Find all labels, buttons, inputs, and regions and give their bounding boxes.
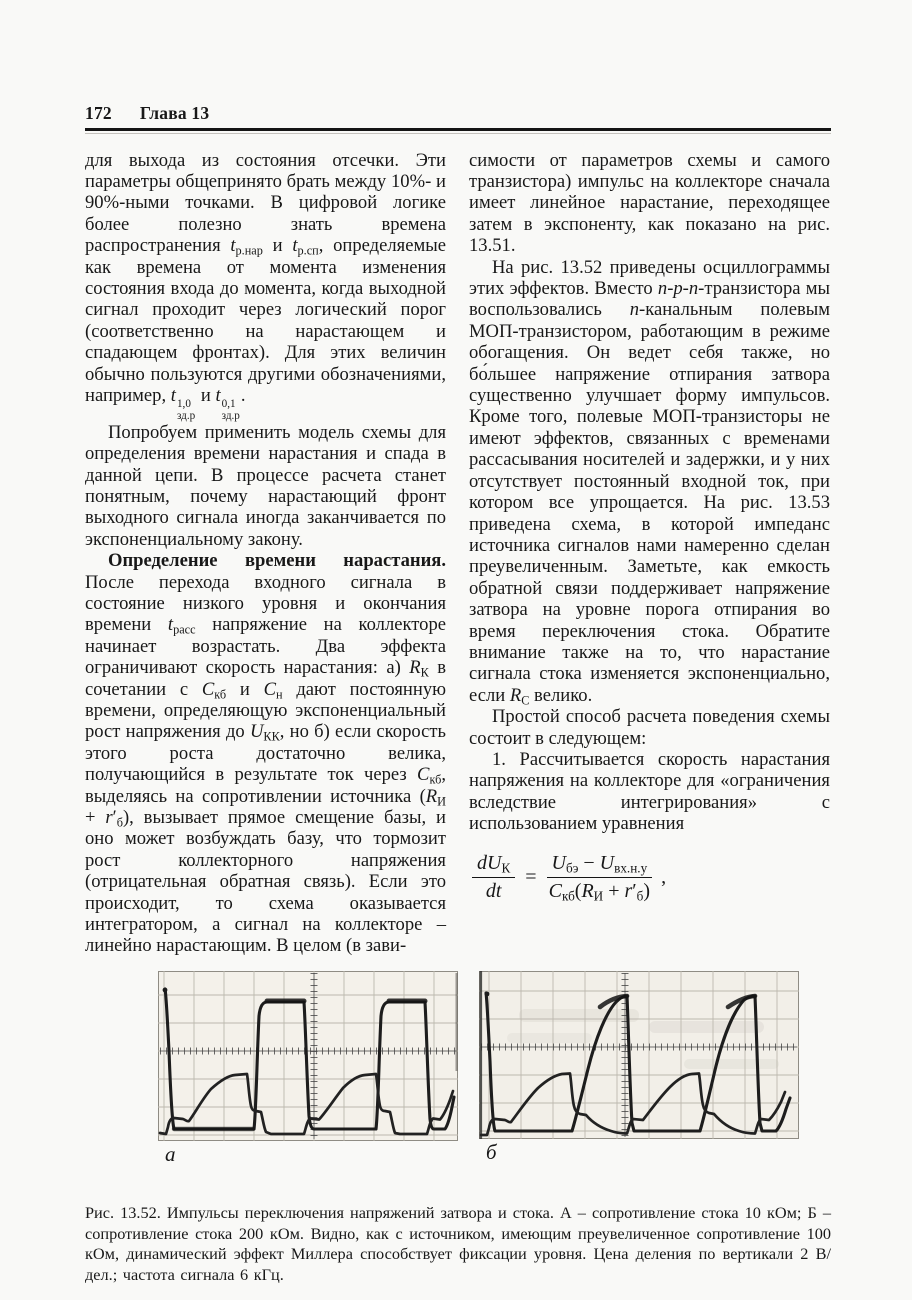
- equation: [472, 853, 830, 903]
- oscilloscope-photo-b: [479, 971, 799, 1139]
- paragraph: Простой способ расчета поведения схемы состоит в следующем:: [469, 706, 830, 749]
- page-header: [85, 103, 831, 128]
- figure-label-b: б: [486, 1139, 497, 1164]
- formula-comma: ,: [661, 866, 667, 888]
- paragraph: 1. Рассчитывается скорость нарастания напряжения на коллекторе для «ограничения вследствие интегрирования» с использованием уравнения: [469, 748, 830, 835]
- paragraph: симости от параметров схемы и самого транзистора) импульс на коллекторе сначала имеет линейное нарастание, переходящее затем в экспоненту, как показано на рис. 13.51.: [469, 149, 830, 257]
- figure-13-52: [85, 971, 831, 1187]
- oscillogram-a: [158, 971, 458, 1165]
- header-rule-echo: [85, 133, 831, 134]
- figure-caption: Рис. 13.52. Импульсы переключения напряжений затвора и стока. А – сопротивление стока 10 кОм; Б – сопротивление стока 200 кОм. Видно, как с источником, имеющим преувеличенное сопротивление 100 кОм, динамический эффект Миллера способствует фиксации уровня. Цена деления по вертикали 2 В/дел.; частота сигнала 6 кГц.: [85, 1202, 831, 1284]
- paragraph: На рис. 13.52 приведены осциллограммы этих эффектов. Вместо n-p-n-транзистора мы воспользовались n-канальным полевым МОП-транзистором, работающим в режиме обогащения. Он ведет себя также, но бо́льшее напряжение отпирания затвора существенно улучшает форму импульсов. Кроме того, полевые МОП-транзисторы не имеют эффектов, связанных с временами рассасывания носителей и задержки, и у них отсутствует постоянный входной ток, при котором все упрощается. На рис. 13.53 приведена схема, в которой импеданс источника сигналов нами намеренно сделан преувеличенным. Заметьте, как емкость обратной связи поддерживает напряжение затвора на уровне порога отпирания во время переключения стока. Обратите внимание также на то, что нарастание сигнала стока изменяется экспоненциально, если $R_С$ велико.: [469, 256, 830, 708]
- fraction-rhs: $\frac{U_{бэ} - U_{вх.н.у}}{C_{кб}(R_И + r'_б)}$: [547, 853, 653, 903]
- paragraph: Определение времени нарастания. После перехода входного сигнала в состояние низкого уровня и окончания времени $t_{расс}$ напряжение на коллекторе начинает возрастать. Два эффекта ограничивают скорость нарастания: а) $R_К$ в сочетании с $C_{кб}$ и $C_н$ дают постоянную времени, определяющую экспоненциальный рост напряжения до $U_{КК}$, но б) если скорость этого роста достаточно велика, получающийся в результате ток через $C_{кб}$, выделяясь на сопротивлении источника $(R_И + r'_б)$, вызывает прямое смещение базы, и оно может возбуждать базу, что тормозит рост коллекторного напряжения (отрицательная обратная связь). Если это происходит, то схема оказывается интегратором, а сигнал на коллекторе – линейно нарастающим. В целом (в зави-: [85, 550, 447, 957]
- paragraph: Попробуем применить модель схемы для определения времени нарастания и спада в данной цепи. В процессе расчета станет понятным, почему нарастающий фронт выходного сигнала иногда заканчивается по экспоненциальному закону.: [85, 421, 446, 550]
- oscilloscope-photo-a: [158, 971, 458, 1141]
- header-rule: [85, 128, 831, 131]
- fraction-lhs: $\frac{dU_К}{dt}$: [472, 853, 515, 903]
- right-column: [469, 150, 830, 957]
- left-column: [85, 150, 446, 957]
- equals-sign: =: [525, 865, 537, 888]
- chapter-title: Глава 13: [139, 103, 210, 123]
- paragraph: для выхода из состояния отсечки. Эти параметры общепринято брать между 10%- и 90%-ными точками. В цифровой логике более полезно знать времена распространения $t_{р.нар}$ и $t_{р.сп}$, определяемые как времена от момента изменения состояния входа до момента, когда выходной сигнал проходит через логический порог (соответственно на нарастающем и спадающем фронтах). Для этих величин обычно пользуются другими обозначениями, например, t 1,0 зд.р и t 0,1 зд.р .: [85, 149, 446, 422]
- book-page: [85, 103, 831, 1286]
- oscillogram-b: [479, 971, 799, 1163]
- text-columns: [85, 150, 831, 957]
- figure-label-a: а: [165, 1141, 176, 1166]
- page-number: 172: [85, 103, 112, 123]
